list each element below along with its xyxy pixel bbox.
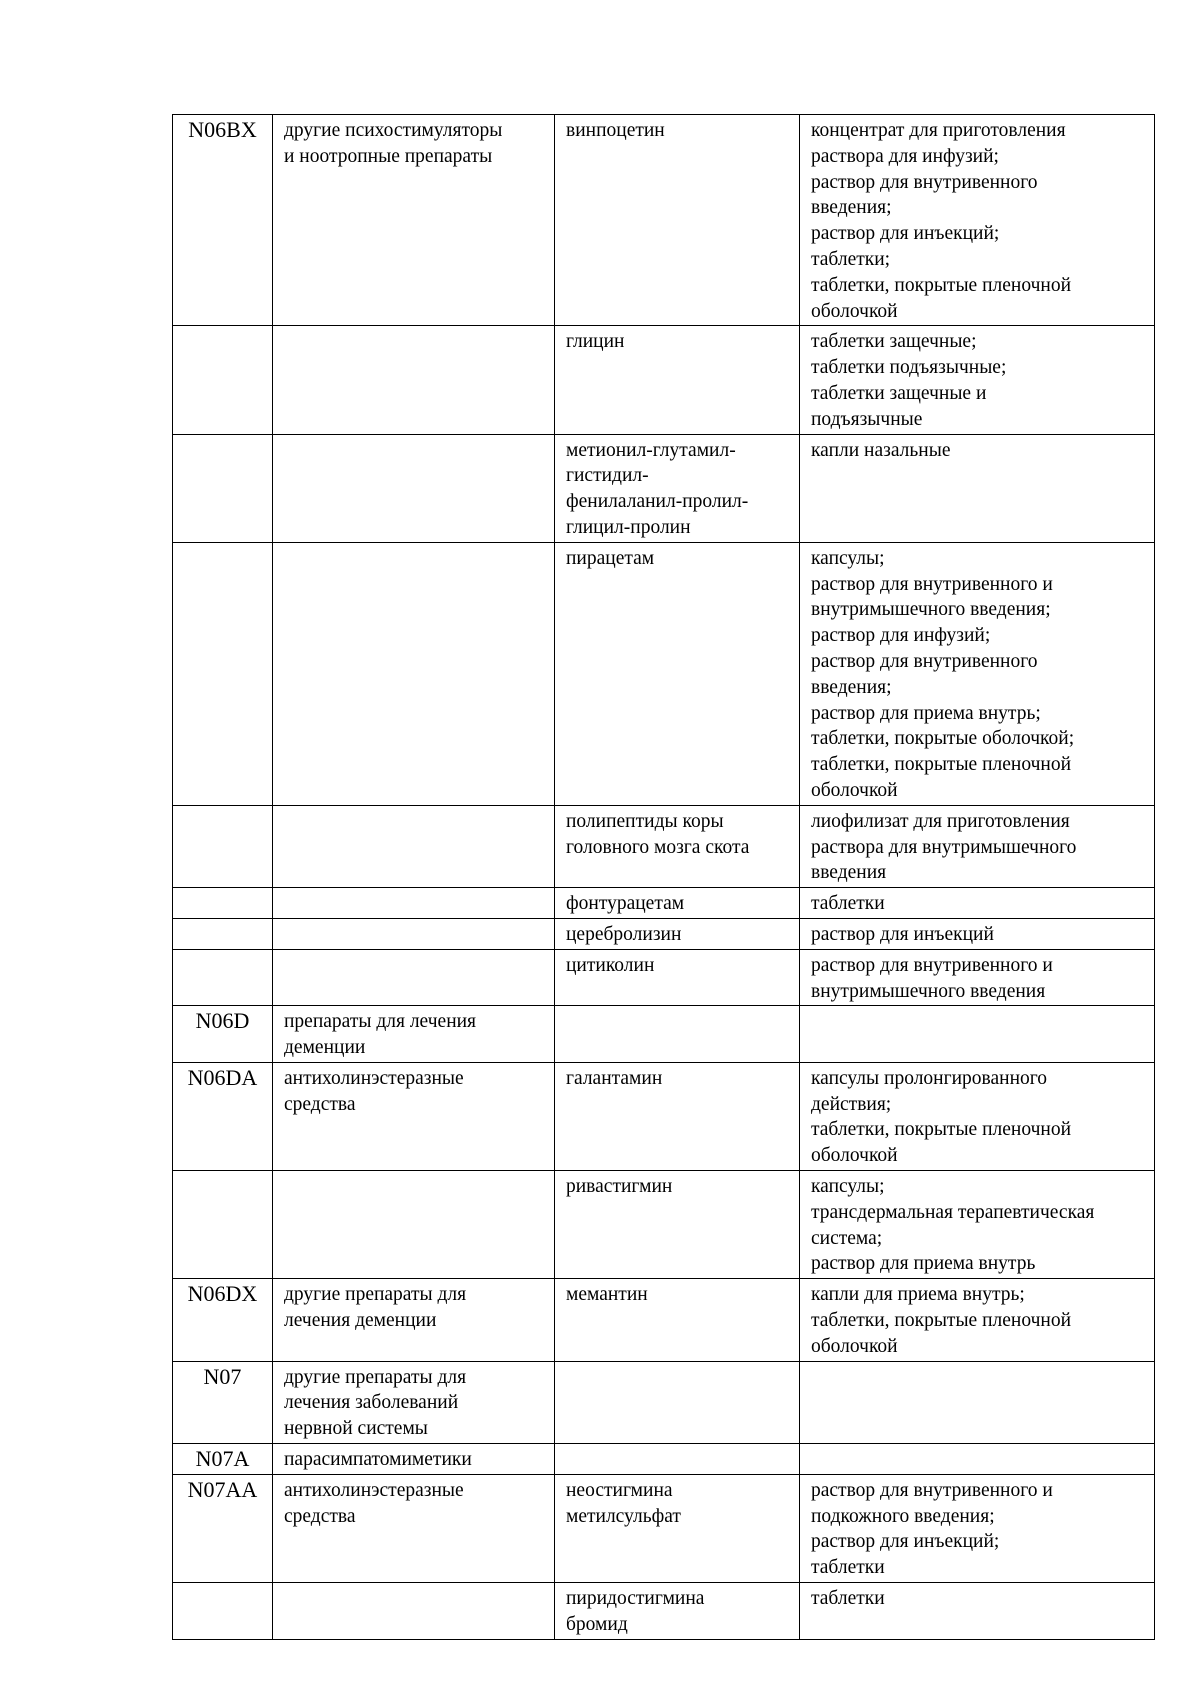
dosage-form-cell: таблетки: [800, 888, 1155, 919]
drug-name-cell: цитиколин: [555, 949, 800, 1006]
dosage-form-cell: капли назальные: [800, 434, 1155, 542]
drug-name-cell: [555, 1006, 800, 1063]
atc-group-cell: [273, 918, 555, 949]
table-row: [173, 326, 1155, 434]
table-row: [173, 888, 1155, 919]
dosage-form-cell: лиофилизат для приготовления раствора для внутримышечного введения: [800, 805, 1155, 887]
atc-code-cell: N06DX: [173, 1279, 273, 1361]
atc-group-cell: [273, 949, 555, 1006]
drug-name-cell: пирацетам: [555, 542, 800, 805]
dosage-form-cell: раствор для внутривенного и внутримышечного введения: [800, 949, 1155, 1006]
table-row: [173, 1006, 1155, 1063]
table-row: [173, 1062, 1155, 1170]
atc-group-cell: антихолинэстеразные средства: [273, 1474, 555, 1582]
atc-group-cell: другие психостимуляторы и ноотропные препараты: [273, 115, 555, 326]
dosage-form-cell: раствор для внутривенного и подкожного введения; раствор для инъекций; таблетки: [800, 1474, 1155, 1582]
drug-name-cell: фонтурацетам: [555, 888, 800, 919]
atc-group-cell: другие препараты для лечения деменции: [273, 1279, 555, 1361]
atc-group-cell: антихолинэстеразные средства: [273, 1062, 555, 1170]
atc-group-cell: другие препараты для лечения заболеваний нервной системы: [273, 1361, 555, 1443]
atc-group-cell: препараты для лечения деменции: [273, 1006, 555, 1063]
table-row: [173, 1279, 1155, 1361]
atc-code-cell: [173, 434, 273, 542]
atc-group-cell: [273, 326, 555, 434]
atc-group-cell: парасимпатомиметики: [273, 1444, 555, 1475]
dosage-form-cell: [800, 1006, 1155, 1063]
table-row: [173, 434, 1155, 542]
atc-group-cell: [273, 542, 555, 805]
table-row: [173, 1474, 1155, 1582]
atc-code-cell: [173, 888, 273, 919]
table-row: [173, 542, 1155, 805]
table-row: [173, 918, 1155, 949]
dosage-form-cell: концентрат для приготовления раствора для инфузий; раствор для внутривенного введения; раствор для инъекций; таблетки; таблетки, покрытые пленочной оболочкой: [800, 115, 1155, 326]
atc-code-cell: N07AA: [173, 1474, 273, 1582]
drug-name-cell: [555, 1361, 800, 1443]
atc-group-cell: [273, 888, 555, 919]
dosage-form-cell: [800, 1444, 1155, 1475]
drug-name-cell: неостигмина метилсульфат: [555, 1474, 800, 1582]
drug-classification-table: [172, 114, 1155, 1640]
drug-name-cell: [555, 1444, 800, 1475]
drug-name-cell: пиридостигмина бромид: [555, 1583, 800, 1640]
dosage-form-cell: капсулы; трансдермальная терапевтическая система; раствор для приема внутрь: [800, 1171, 1155, 1279]
atc-code-cell: [173, 918, 273, 949]
atc-code-cell: [173, 1171, 273, 1279]
atc-code-cell: [173, 542, 273, 805]
dosage-form-cell: капсулы пролонгированного действия; таблетки, покрытые пленочной оболочкой: [800, 1062, 1155, 1170]
table-row: [173, 1444, 1155, 1475]
drug-name-cell: мемантин: [555, 1279, 800, 1361]
atc-code-cell: N06BX: [173, 115, 273, 326]
dosage-form-cell: таблетки: [800, 1583, 1155, 1640]
atc-group-cell: [273, 1583, 555, 1640]
atc-code-cell: N07: [173, 1361, 273, 1443]
table-row: [173, 1171, 1155, 1279]
dosage-form-cell: капсулы; раствор для внутривенного и внутримышечного введения; раствор для инфузий; раствор для внутривенного введения; раствор для приема внутрь; таблетки, покрытые оболочкой; таблетки, покрытые пленочной оболочкой: [800, 542, 1155, 805]
table-row: [173, 1361, 1155, 1443]
atc-code-cell: [173, 949, 273, 1006]
atc-code-cell: [173, 326, 273, 434]
dosage-form-cell: капли для приема внутрь; таблетки, покрытые пленочной оболочкой: [800, 1279, 1155, 1361]
atc-group-cell: [273, 805, 555, 887]
drug-name-cell: полипептиды коры головного мозга скота: [555, 805, 800, 887]
atc-code-cell: N07A: [173, 1444, 273, 1475]
atc-code-cell: [173, 805, 273, 887]
atc-group-cell: [273, 1171, 555, 1279]
drug-name-cell: галантамин: [555, 1062, 800, 1170]
drug-name-cell: глицин: [555, 326, 800, 434]
dosage-form-cell: таблетки защечные; таблетки подъязычные; таблетки защечные и подъязычные: [800, 326, 1155, 434]
dosage-form-cell: [800, 1361, 1155, 1443]
table-row: [173, 949, 1155, 1006]
atc-code-cell: N06D: [173, 1006, 273, 1063]
table-row: [173, 805, 1155, 887]
drug-name-cell: ривастигмин: [555, 1171, 800, 1279]
atc-code-cell: N06DA: [173, 1062, 273, 1170]
dosage-form-cell: раствор для инъекций: [800, 918, 1155, 949]
drug-name-cell: винпоцетин: [555, 115, 800, 326]
drug-name-cell: метионил-глутамил- гистидил- фенилаланил-пролил- глицил-пролин: [555, 434, 800, 542]
atc-code-cell: [173, 1583, 273, 1640]
atc-group-cell: [273, 434, 555, 542]
table-row: [173, 1583, 1155, 1640]
drug-name-cell: церебролизин: [555, 918, 800, 949]
table-row: [173, 115, 1155, 326]
